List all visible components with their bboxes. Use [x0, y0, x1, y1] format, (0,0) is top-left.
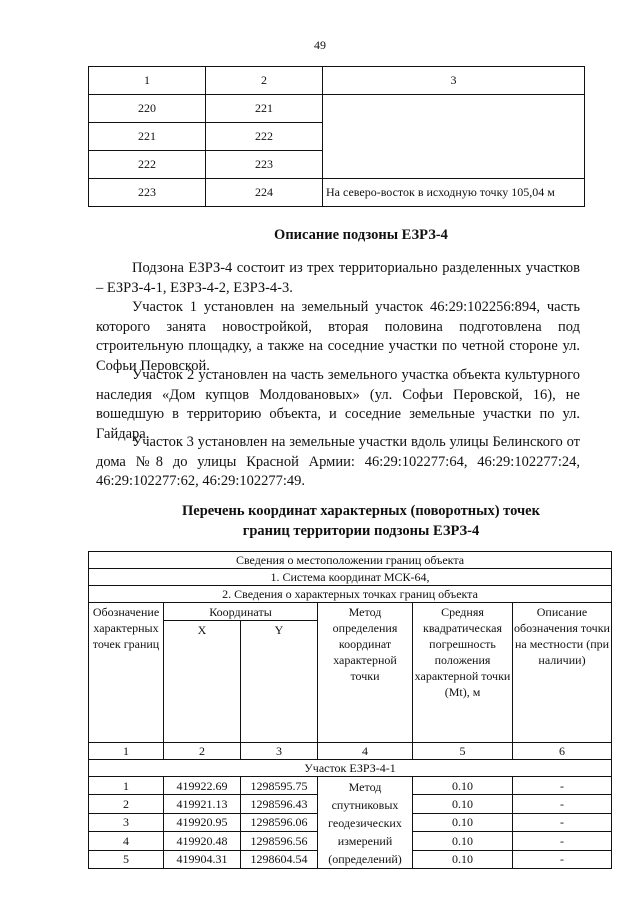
description-cell-empty: [323, 95, 585, 179]
error-header: Средняя квадратическая погрешность положения характерной точки (Mt), м: [413, 603, 513, 743]
paragraph-text: Подзона ЕЗРЗ-4 состоит из трех территориально разделенных участков – ЕЗРЗ-4-1, ЕЗРЗ-4-2, ЕЗРЗ-4-3.: [96, 260, 580, 296]
y-cell: 1298596.06: [241, 813, 318, 831]
y-cell: 1298596.43: [241, 795, 318, 813]
y-cell: 1298595.75: [241, 777, 318, 795]
column-header: 3: [323, 67, 585, 95]
column-number: 3: [241, 743, 318, 760]
coordinates-list-title: [0, 501, 640, 541]
table-row: [89, 179, 585, 207]
paragraph-text: Участок 1 установлен на земельный участок 46:29:102256:894, часть которого занята новостройкой, вторая половина подготовлена под строительную площадку, а также на соседние участки по четной стороне ул. Софьи Перовской.: [96, 299, 580, 374]
error-cell: 0.10: [413, 795, 513, 813]
x-cell: 419920.48: [164, 832, 241, 850]
to-point-cell: 221: [206, 95, 323, 123]
subsection-row: [89, 760, 612, 777]
description-cell: На северо-восток в исходную точку 105,04 м: [323, 179, 585, 207]
from-point-cell: 221: [89, 123, 206, 151]
description-header: Описание обозначения точки на местности (при наличии): [513, 603, 612, 743]
boundary-segments-table: [88, 66, 585, 207]
page-number: 49: [314, 38, 326, 52]
column-number: 5: [413, 743, 513, 760]
description-cell: -: [513, 795, 612, 813]
method-header: Метод определения координат характерной точки: [318, 603, 413, 743]
y-cell: 1298596.56: [241, 832, 318, 850]
to-point-cell: 224: [206, 179, 323, 207]
section-title: Описание подзоны ЕЗРЗ-4: [274, 227, 448, 243]
paragraph: [96, 433, 580, 492]
point-cell: 4: [89, 832, 164, 850]
table-row: [89, 95, 585, 123]
from-point-cell: 223: [89, 179, 206, 207]
from-point-cell: 222: [89, 151, 206, 179]
column-number: 4: [318, 743, 413, 760]
error-cell: 0.10: [413, 813, 513, 831]
column-header: 1: [89, 67, 206, 95]
description-cell: -: [513, 850, 612, 868]
error-cell: 0.10: [413, 850, 513, 868]
coordinates-header: Координаты: [164, 603, 318, 621]
x-cell: 419920.95: [164, 813, 241, 831]
column-number: 6: [513, 743, 612, 760]
x-cell: 419921.13: [164, 795, 241, 813]
point-cell: 1: [89, 777, 164, 795]
from-point-cell: 220: [89, 95, 206, 123]
paragraph-text: Участок 2 установлен на часть земельного участка объекта культурного наследия «Дом купцов Молдовановых» (ул. Софьи Перовской, 16), не вошедшую в территорию объекта, и соседние земельные участки по ул. Гайдара.: [96, 367, 580, 442]
paragraph-text: Участок 3 установлен на земельные участки вдоль улицы Белинского от дома №8 до улицы Красной Армии: 46:29:102277:64, 46:29:102277:24, 46:29:102277:62, 46:29:102277:49.: [96, 434, 580, 489]
coordinate-system-row: [89, 569, 612, 586]
table-row: [89, 777, 612, 795]
x-header: X: [164, 621, 241, 743]
method-cell: Метод спутниковых геодезических измерений (определений): [318, 777, 413, 869]
coordinate-system-cell: 1. Система координат МСК-64,: [89, 569, 612, 586]
subsection-cell: Участок ЕЗРЗ-4-1: [89, 760, 612, 777]
description-cell: -: [513, 832, 612, 850]
points-info-row: [89, 586, 612, 603]
paragraph: [96, 259, 580, 298]
x-cell: 419904.31: [164, 850, 241, 868]
info-cell: Сведения о местоположении границ объекта: [89, 552, 612, 569]
description-cell: -: [513, 813, 612, 831]
to-point-cell: 223: [206, 151, 323, 179]
coordinates-table: [88, 551, 612, 869]
title-line: Перечень координат характерных (поворотных) точек: [182, 503, 540, 519]
column-number: 1: [89, 743, 164, 760]
point-cell: 3: [89, 813, 164, 831]
x-cell: 419922.69: [164, 777, 241, 795]
title-line: границ территории подзоны ЕЗРЗ-4: [242, 523, 480, 539]
to-point-cell: 222: [206, 123, 323, 151]
y-cell: 1298604.54: [241, 850, 318, 868]
info-row: [89, 552, 612, 569]
point-cell: 5: [89, 850, 164, 868]
column-number: 2: [164, 743, 241, 760]
y-header: Y: [241, 621, 318, 743]
points-info-cell: 2. Сведения о характерных точках границ объекта: [89, 586, 612, 603]
table-header-row: [89, 67, 585, 95]
error-cell: 0.10: [413, 777, 513, 795]
error-cell: 0.10: [413, 832, 513, 850]
column-numbers-row: [89, 743, 612, 760]
description-cell: -: [513, 777, 612, 795]
designation-header: Обозначение характерных точек границ: [89, 603, 164, 743]
paragraph: [96, 298, 580, 376]
header-row: [89, 603, 612, 621]
point-cell: 2: [89, 795, 164, 813]
column-header: 2: [206, 67, 323, 95]
